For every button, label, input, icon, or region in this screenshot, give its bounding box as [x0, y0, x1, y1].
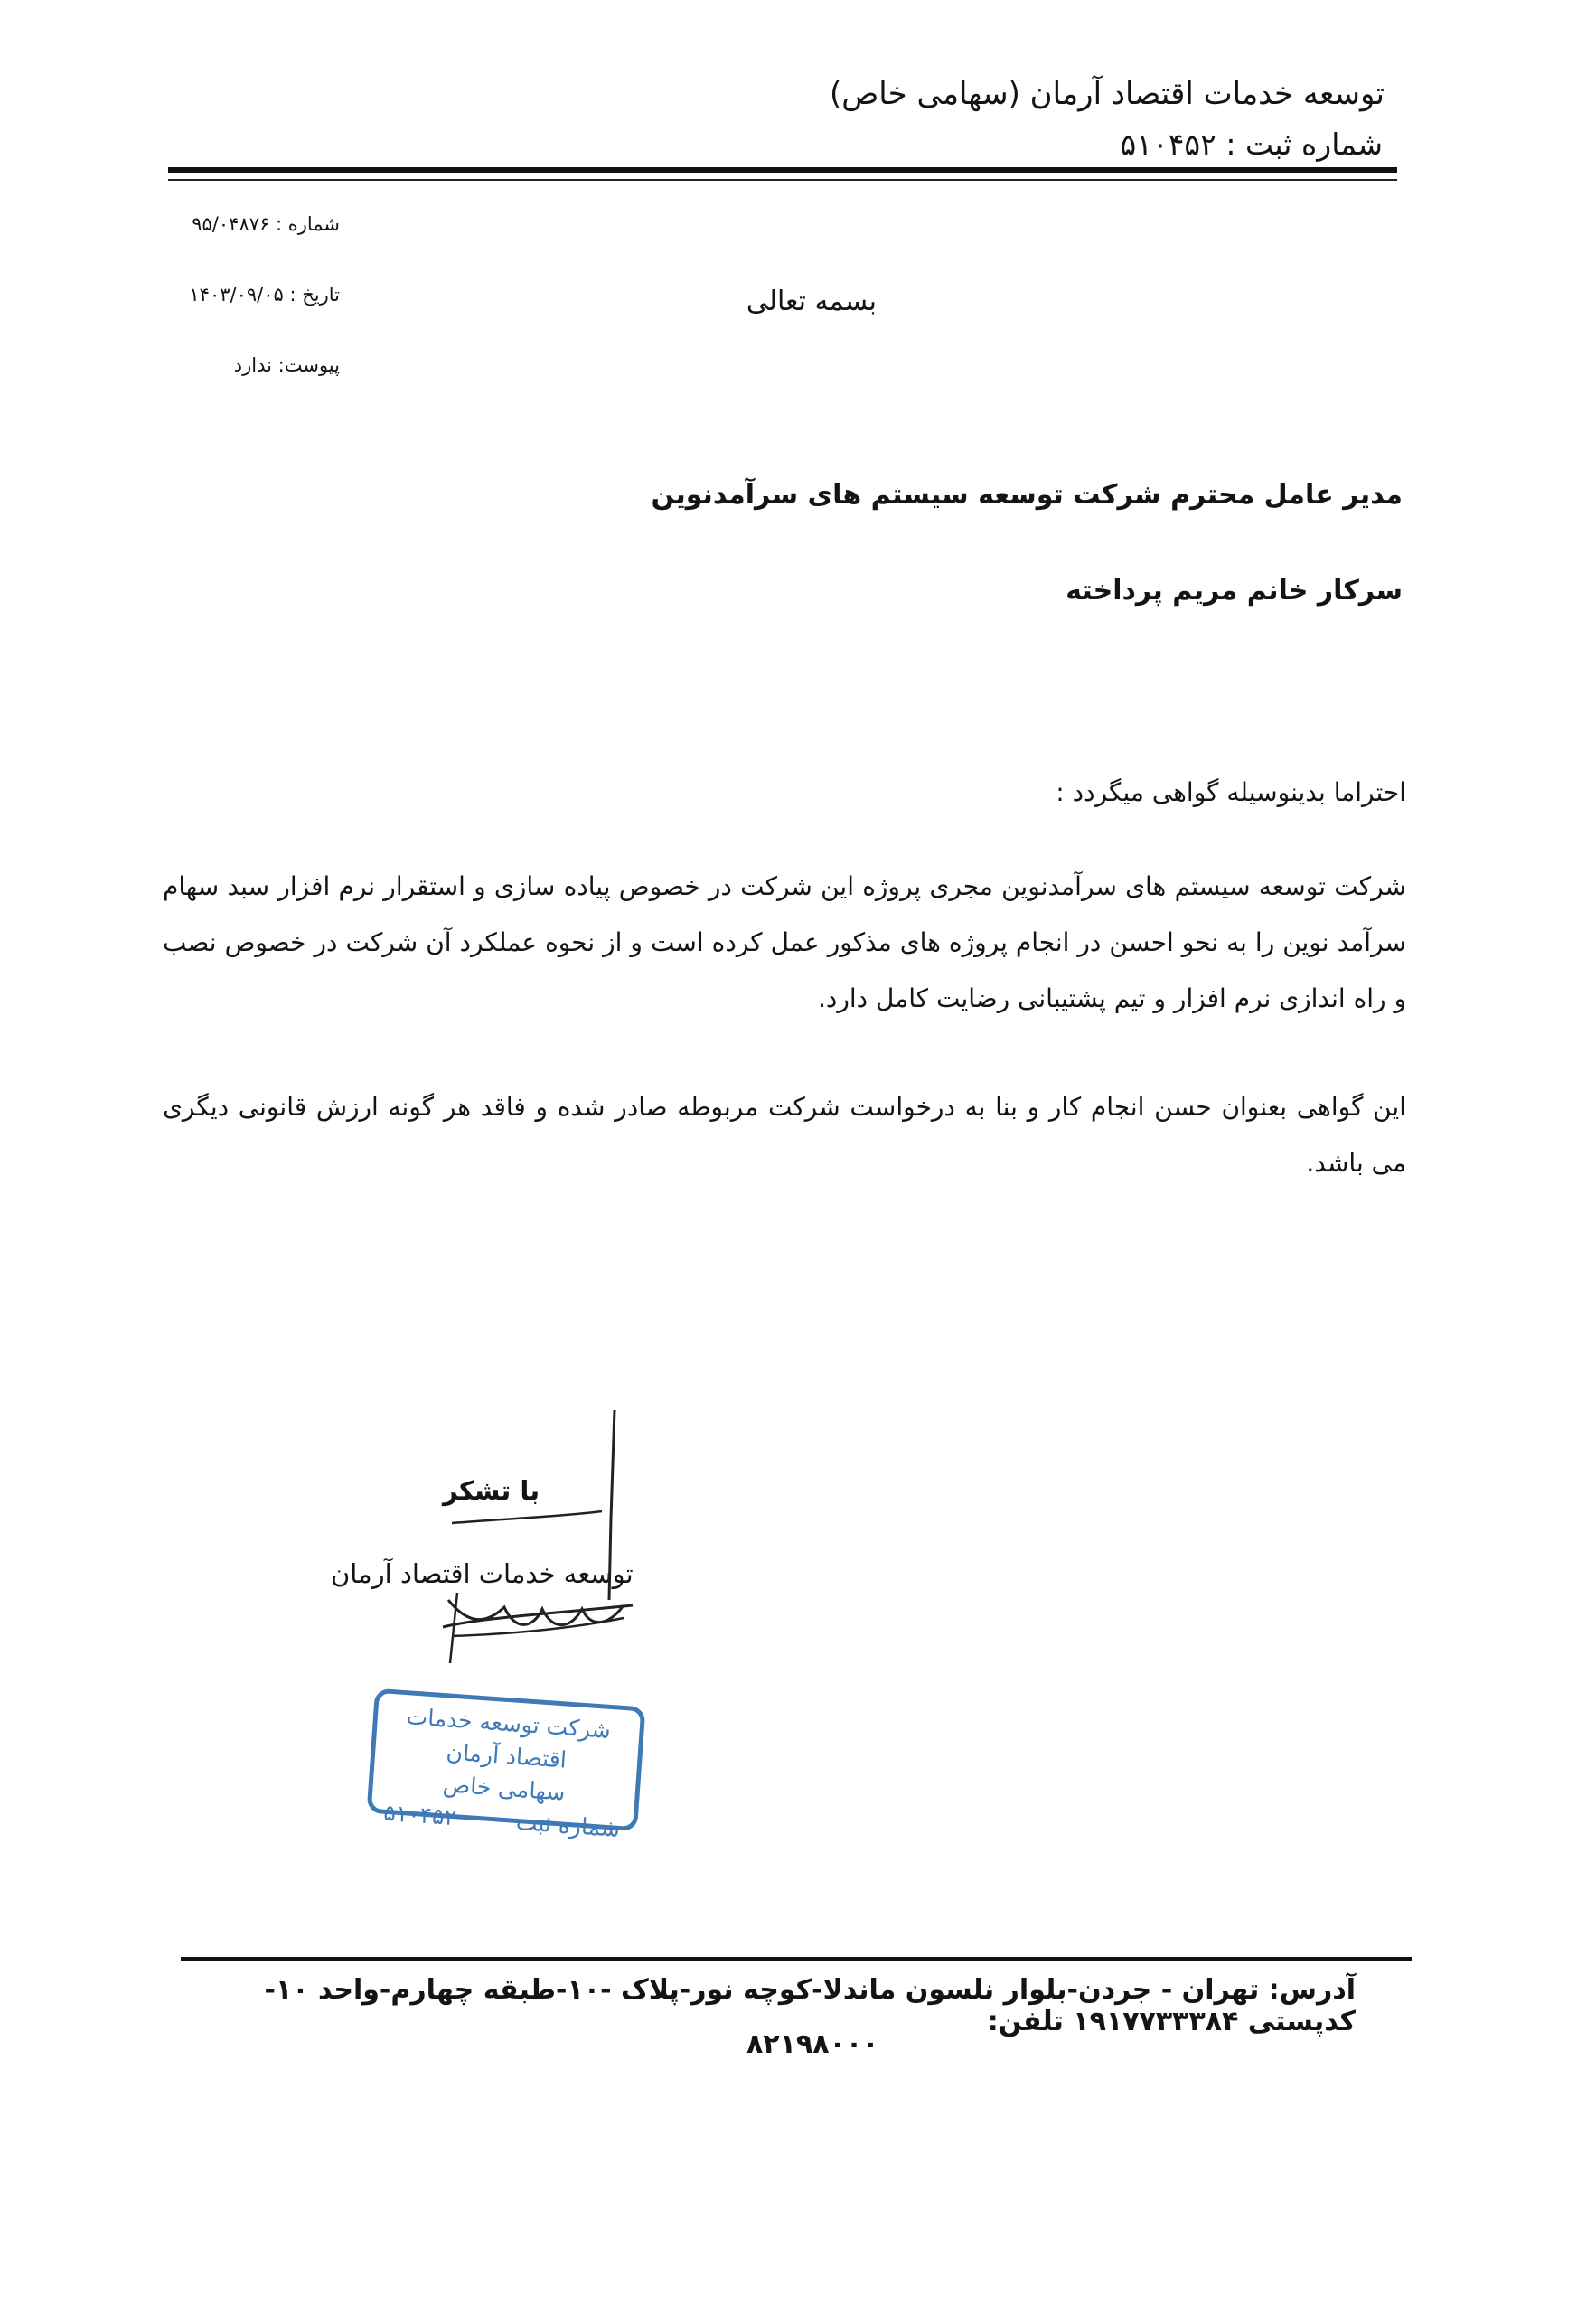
- greeting: احتراما بدینوسیله گواهی میگردد :: [1056, 777, 1406, 807]
- recipient-title: مدیر عامل محترم شرکت توسعه سیستم های سرآمدنوین: [651, 479, 1403, 511]
- header-divider: [168, 167, 1397, 173]
- company-stamp: [367, 1688, 646, 1842]
- bismillah: بسمه تعالی: [746, 286, 877, 317]
- closing-thanks: با تشکر: [443, 1475, 540, 1506]
- footer-phone: ۸۲۱۹۸۰۰۰: [746, 2028, 879, 2060]
- letterhead-registration: شماره ثبت : ۵۱۰۴۵۲: [1120, 127, 1383, 162]
- handwritten-signature: [398, 1392, 642, 1699]
- recipient-name: سرکار خانم مریم پرداخته: [1066, 575, 1403, 607]
- stamp-company: شرکت توسعه خدمات اقتصاد آرمان: [405, 1703, 612, 1773]
- stamp-type: سهامی خاص: [442, 1771, 567, 1806]
- footer-address: آدرس: تهران - جردن-بلوار نلسون ماندلا-کوچه نور-پلاک -۱۰-طبقه چهارم-واحد ۱۰- کدپستی ۱۹۱۷۷۳۳۳۸۴ تلفن:: [264, 1974, 1356, 2037]
- body-paragraph-1: شرکت توسعه سیستم های سرآمدنوین مجری پروژه این شرکت در خصوص پیاده سازی و استقرار نرم افزار سبد سهام سرآمد نوین را به نحو احسن در انجام پروژه های مذکور عمل کرده است و از نحوه عملکرد آن شرکت در خصوص نصب و راه اندازی نرم افزار و تیم پشتیبانی رضایت کامل دارد.: [163, 871, 1406, 1013]
- signature-company: توسعه خدمات اقتصاد آرمان: [331, 1558, 634, 1589]
- stamp-reg-label: شماره ثبت: [515, 1808, 621, 1842]
- letter-date: تاریخ : ۱۴۰۳/۰۹/۰۵: [189, 284, 340, 306]
- letter-attachment: پیوست: ندارد: [233, 354, 340, 376]
- header-divider-thin: [168, 179, 1397, 181]
- body-paragraph-2: این گواهی بعنوان حسن انجام کار و بنا به درخواست شرکت مربوطه صادر شده و فاقد هر گونه ارزش قانونی دیگری می باشد.: [163, 1092, 1406, 1178]
- footer-divider: [181, 1957, 1412, 1961]
- stamp-reg-number: ۵۱۰۴۵۲: [382, 1799, 458, 1831]
- letter-number: شماره : ۹۵/۰۴۸۷۶: [192, 213, 340, 235]
- letterhead-company-name: توسعه خدمات اقتصاد آرمان (سهامی خاص): [829, 76, 1385, 112]
